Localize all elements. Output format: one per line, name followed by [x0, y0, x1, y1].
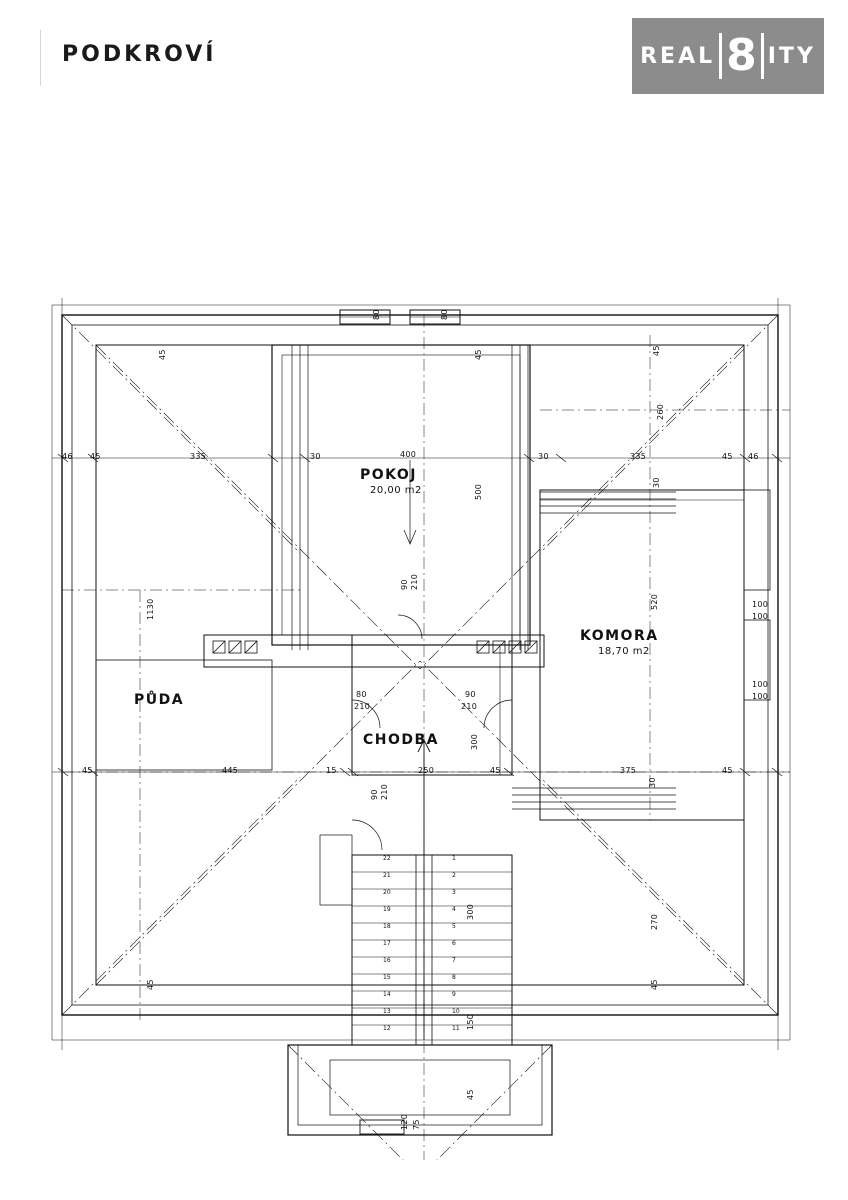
stair-number-left: 17 — [383, 940, 391, 947]
room-label-pokoj: POKOJ — [360, 467, 417, 483]
stair-number-right: 5 — [452, 923, 456, 930]
door-label-210-top: 210 — [410, 573, 419, 590]
dim-v-100-a: 100 — [752, 600, 769, 609]
stair-number-left: 19 — [383, 906, 391, 913]
dim-v-30-top: 30 — [652, 477, 661, 488]
stair-number-left: 14 — [383, 991, 391, 998]
dim-h-46-right: 46 — [748, 452, 759, 461]
dim-h2-45-mid: 45 — [490, 766, 501, 775]
door-label-210-stair: 210 — [380, 783, 389, 800]
stair-number-right: 1 — [452, 855, 456, 862]
stair-number-right: 6 — [452, 940, 456, 947]
stair-number-right: 7 — [452, 957, 456, 964]
dim-v-45-botright: 45 — [650, 979, 659, 990]
dim-h2-445: 445 — [222, 766, 239, 775]
stair-number-right: 8 — [452, 974, 456, 981]
dim-v-30-bot: 30 — [648, 777, 657, 788]
dim-v-500: 500 — [474, 483, 483, 500]
stair-number-right: 3 — [452, 889, 456, 896]
dim-h-30-right: 30 — [538, 452, 549, 461]
stair-number-left: 20 — [383, 889, 391, 896]
dim-h2-45-right: 45 — [722, 766, 733, 775]
dim-v-45-topright: 45 — [652, 345, 661, 356]
room-label-puda: PŮDA — [134, 692, 185, 708]
dim-v-100-b: 100 — [752, 612, 769, 621]
door-label-80-210-height: 210 — [354, 702, 371, 711]
floor-plan-drawing — [0, 260, 848, 1160]
door-label-90-top: 90 — [400, 579, 409, 590]
stair-number-right: 10 — [452, 1008, 460, 1015]
stair-number-left: 12 — [383, 1025, 391, 1032]
dim-h-45-left: 45 — [90, 452, 101, 461]
dim-v-100-d: 100 — [752, 692, 769, 701]
room-area-pokoj: 20,00 m2 — [370, 485, 422, 496]
dim-h-335-left: 335 — [190, 452, 207, 461]
dim-v-1130: 1130 — [146, 598, 155, 620]
title-divider — [40, 30, 41, 86]
dim-bottom-75: 75 — [412, 1119, 421, 1130]
dim-v-45-bottom: 45 — [466, 1089, 475, 1100]
dim-h-45-right: 45 — [722, 452, 733, 461]
dim-h-335-right: 335 — [630, 452, 647, 461]
dim-v-270: 270 — [650, 913, 659, 930]
stair-number-left: 22 — [383, 855, 391, 862]
door-label-90-210-width: 90 — [465, 690, 476, 699]
room-label-chodba: CHODBA — [363, 732, 440, 748]
stair-number-right: 4 — [452, 906, 456, 913]
stair-number-left: 16 — [383, 957, 391, 964]
stair-number-right: 9 — [452, 991, 456, 998]
logo-numeral: 8 — [726, 30, 757, 81]
dim-h2-45-left: 45 — [82, 766, 93, 775]
dim-v-300-corridor: 300 — [470, 733, 479, 750]
dim-h2-250: 250 — [418, 766, 435, 775]
stair-number-left: 13 — [383, 1008, 391, 1015]
page-title: PODKROVÍ — [62, 42, 217, 67]
dim-v-100-c: 100 — [752, 680, 769, 689]
stair-number-left: 18 — [383, 923, 391, 930]
dim-h-46-left: 46 — [62, 452, 73, 461]
logo-right-text: ITY — [767, 43, 816, 69]
door-label-90-210-height: 210 — [461, 702, 478, 711]
floor-plan — [0, 260, 848, 1160]
dim-h-400: 400 — [400, 450, 417, 459]
logo-left-text: REAL — [640, 43, 716, 69]
dim-v-45-topmid: 45 — [474, 349, 483, 360]
stair-number-right: 2 — [452, 872, 456, 879]
door-label-90-stair: 90 — [370, 789, 379, 800]
dim-v-300-stairs: 300 — [466, 903, 475, 920]
stair-number-left: 15 — [383, 974, 391, 981]
dim-v-45-topleft: 45 — [158, 349, 167, 360]
logo-divider-icon-2 — [761, 33, 764, 79]
logo-divider-icon — [719, 33, 722, 79]
dim-window-80-right: 80 — [440, 309, 449, 320]
dim-v-150: 150 — [466, 1013, 475, 1030]
dim-h-30-left: 30 — [310, 452, 321, 461]
room-area-komora: 18,70 m2 — [598, 646, 650, 657]
door-label-80-210-width: 80 — [356, 690, 367, 699]
stair-number-left: 21 — [383, 872, 391, 879]
dim-h2-375: 375 — [620, 766, 637, 775]
dim-h2-15: 15 — [326, 766, 337, 775]
brand-logo — [632, 18, 824, 94]
stair-number-right: 11 — [452, 1025, 460, 1032]
room-label-komora: KOMORA — [580, 628, 659, 644]
dim-window-80-left: 80 — [372, 309, 381, 320]
dim-v-260: 260 — [656, 403, 665, 420]
dim-v-520: 520 — [650, 593, 659, 610]
dim-v-45-botleft: 45 — [146, 979, 155, 990]
dim-bottom-120: 120 — [400, 1113, 409, 1130]
